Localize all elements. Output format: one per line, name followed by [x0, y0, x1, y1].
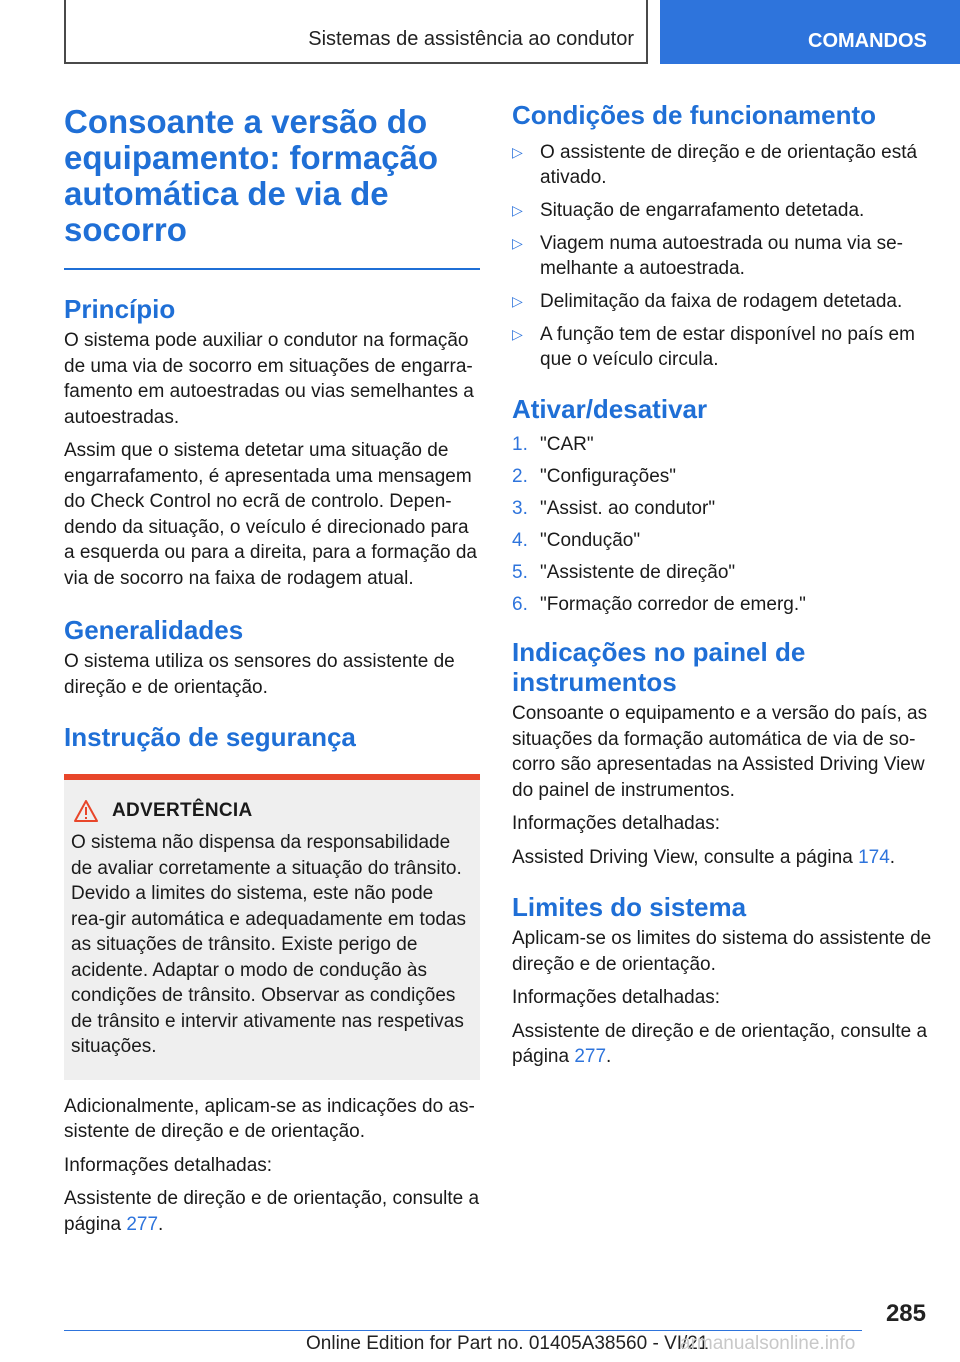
warning-title: ADVERTÊNCIA [112, 800, 253, 821]
list-item: ▷ Delimitação da faixa de rodagem detetada. [512, 291, 903, 312]
triangle-bullet-icon: ▷ [512, 235, 523, 251]
header-frame [64, 0, 648, 64]
triangle-bullet-icon: ▷ [512, 144, 523, 160]
list-item: 4. "Condução" [512, 530, 641, 551]
list-item: 2. "Configurações" [512, 466, 677, 487]
principle-paragraph-1: O sistema pode auxiliar o condutor na formação de uma via de socorro em situações de engarra-famento em autoestradas ou vias semelhantes a autoestradas. [64, 330, 474, 428]
general-heading: Generalidades [64, 615, 244, 645]
activate-heading: Ativar/desativar [512, 394, 708, 424]
conditions-list [512, 140, 932, 372]
warning-box [64, 774, 480, 1080]
page-number: 285 [885, 1300, 926, 1327]
watermark: armanualsonline.info [680, 1333, 856, 1354]
footer-rule [64, 1330, 862, 1331]
limits-paragraph: Aplicam-se os limites do sistema do assistente de direção e de orientação. [512, 928, 932, 975]
left-column [64, 104, 480, 1237]
footer-edition: Online Edition for Part no. 01405A38560 - VI/21 [306, 1333, 709, 1354]
list-item: ▷ O assistente de direção e de orientação está ativado. [512, 142, 918, 188]
list-item: ▷ Viagem numa autoestrada ou numa via se-melhante a autoestrada. [512, 233, 903, 279]
warning-text: O sistema não dispensa da responsabilidade de avaliar corretamente a situação do trânsito. Devido a limites do sistema, este não pode rea-gir automática e adequadamente em todas as situações de trânsito. Existe perigo de acidente. Adaptar o modo de condução às condições de trânsito. Observar as condições de trânsito e intervir ativamente nas respetivas situações. [71, 832, 467, 1057]
list-item: 3. "Assist. ao condutor" [512, 498, 716, 519]
section-title: Sistemas de assistência ao condutor [308, 28, 634, 50]
title-rule [64, 268, 480, 270]
steps-list [512, 432, 932, 617]
list-item: 5. "Assistente de direção" [512, 562, 736, 583]
limits-heading: Limites do sistema [512, 892, 747, 922]
list-item: ▷ Situação de engarrafamento detetada. [512, 200, 865, 221]
page-link-277[interactable]: 277 [574, 1046, 607, 1067]
details-label: Informações detalhadas: [64, 1154, 273, 1176]
reference-paragraph: Assisted Driving View, consulte a página 174. [512, 846, 896, 868]
display-heading: Indicações no painel de instrumentos [512, 637, 806, 697]
list-item: 6. "Formação corredor de emerg." [512, 594, 806, 615]
details-label: Informações detalhadas: [512, 987, 721, 1008]
details-label: Informações detalhadas: [512, 813, 721, 834]
conditions-heading: Condições de funcionamento [512, 100, 877, 130]
triangle-bullet-icon: ▷ [512, 293, 523, 309]
principle-heading: Princípio [64, 294, 176, 324]
general-paragraph: O sistema utiliza os sensores do assistente de direção e de orientação. [64, 651, 455, 698]
warning-triangle-icon [74, 800, 98, 822]
principle-paragraph-2: Assim que o sistema detetar uma situação de engarrafamento, é apresentada uma mensagem do Check Control no ecrã de controlo. Depen-dendo da situação, o veículo é direcionado para a esquerda ou para a direita, para a formação da via de socorro na faixa de rodagem atual. [64, 440, 477, 589]
list-item: ▷ A função tem de estar disponível no país em que o veículo circula. [512, 324, 915, 370]
chapter-tab-label: COMANDOS [808, 30, 927, 52]
reference-paragraph: Assistente de direção e de orientação, consulte a página 277. [512, 1020, 928, 1067]
reference-paragraph: Assistente de direção e de orientação, consulte a página 277. [64, 1188, 480, 1235]
list-item: 1. "CAR" [512, 434, 594, 455]
page-title: Consoante a versão do equipamento: formação automática de via de socorro [64, 103, 439, 248]
right-column [512, 100, 932, 1070]
page-link-277[interactable]: 277 [126, 1213, 159, 1235]
page-link-174[interactable]: 174 [858, 846, 890, 868]
display-paragraph: Consoante o equipamento e a versão do país, as situações da formação automática de via de so-corro são apresentadas na Assisted Driving View do painel de instrumentos. [512, 703, 928, 801]
additional-paragraph: Adicionalmente, aplicam-se as indicações do as-sistente de direção e de orientação. [64, 1095, 475, 1142]
triangle-bullet-icon: ▷ [512, 202, 523, 218]
chapter-tab[interactable] [660, 0, 960, 64]
triangle-bullet-icon: ▷ [512, 326, 523, 342]
safety-heading: Instrução de segurança [64, 722, 356, 752]
